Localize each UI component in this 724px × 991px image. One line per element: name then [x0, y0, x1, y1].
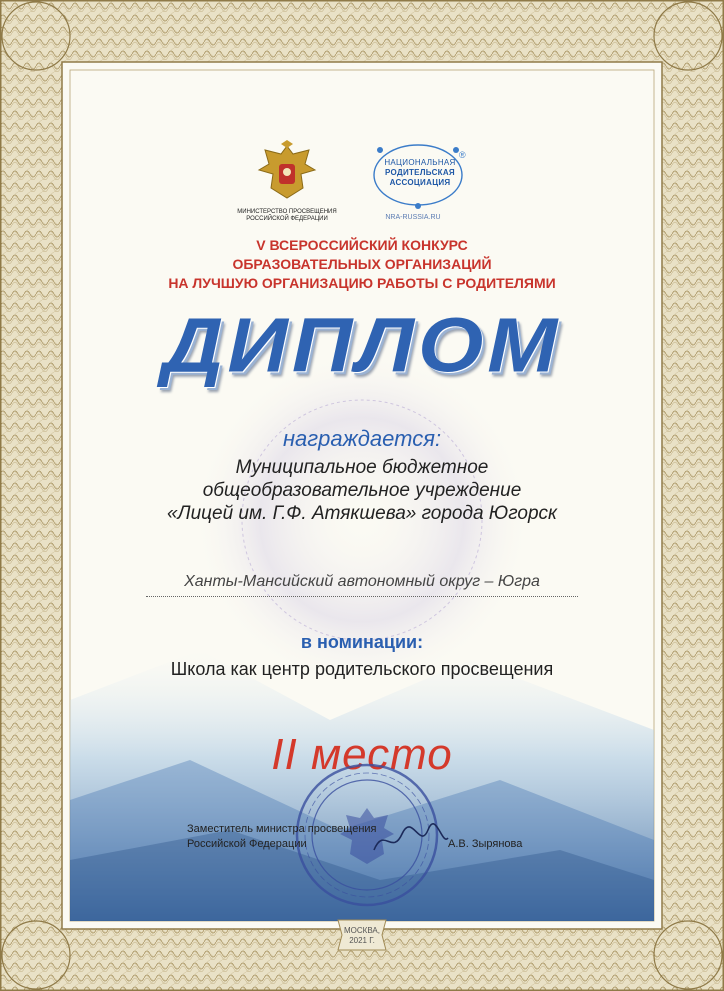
nra-url: NRA-RUSSIA.RU — [385, 214, 441, 221]
place-award: II место — [271, 730, 453, 779]
region-underline — [146, 596, 578, 597]
nomination-value: Школа как центр родительского просвещения — [170, 659, 554, 679]
region-text: Ханты-Мансийский автономный округ – Югра — [184, 573, 540, 590]
year: 2021 Г. — [349, 936, 375, 945]
recipient-line-2: общеобразовательное учреждение — [202, 480, 522, 501]
city-year — [330, 926, 394, 946]
contest-title — [90, 236, 634, 293]
awarded-label: награждается: — [282, 426, 442, 451]
signatory-role-line-2: Российской Федерации — [187, 838, 307, 850]
contest-title-line-3: НА ЛУЧШУЮ ОРГАНИЗАЦИЮ РАБОТЫ С РОДИТЕЛЯМИ — [168, 275, 556, 291]
nra-line-2: РОДИТЕЛЬСКАЯ — [385, 168, 455, 177]
recipient-name — [110, 456, 614, 525]
nra-line-1: НАЦИОНАЛЬНАЯ — [384, 158, 456, 167]
diploma-heading: ДИПЛОМ — [162, 301, 562, 389]
nra-logo-text — [380, 158, 460, 188]
signatory-role-line-1: Заместитель министра просвещения — [187, 823, 377, 835]
recipient-line-3: «Лицей им. Г.Ф. Атякшева» города Югорск — [166, 503, 557, 524]
nomination-label: в номинации: — [300, 632, 424, 652]
ministry-name: МИНИСТЕРСТВО ПРОСВЕЩЕНИЯ РОССИЙСКОЙ ФЕДЕРАЦИИ — [237, 209, 337, 222]
contest-title-line-2: ОБРАЗОВАТЕЛЬНЫХ ОРГАНИЗАЦИЙ — [232, 256, 492, 272]
signatory-name: А.В. Зырянова — [448, 838, 523, 850]
city: МОСКВА, — [344, 926, 380, 935]
registered-mark: ® — [459, 150, 466, 160]
recipient-line-1: Муниципальное бюджетное — [235, 457, 489, 478]
contest-title-line-1: V ВСЕРОССИЙСКИЙ КОНКУРС — [256, 237, 468, 253]
nra-line-3: АССОЦИАЦИЯ — [389, 178, 451, 187]
eagle-emblem-icon — [255, 140, 319, 204]
handwritten-signature — [370, 820, 450, 860]
